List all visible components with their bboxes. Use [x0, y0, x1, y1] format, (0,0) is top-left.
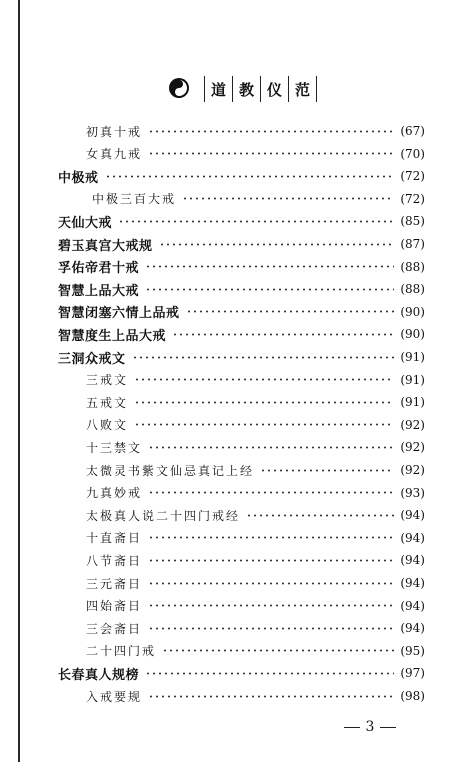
toc-entry-page: (94) — [400, 553, 425, 568]
page-binding-edge — [18, 0, 20, 762]
toc-entry[interactable] — [58, 303, 425, 321]
dot-leader — [148, 152, 394, 155]
toc-entry[interactable] — [58, 348, 425, 366]
toc-entry-page: (91) — [400, 372, 425, 387]
toc-entry-title: 二十四门戒 — [86, 644, 157, 659]
toc-entry-page: (94) — [400, 598, 425, 613]
toc-entry-title: 三会斋日 — [86, 621, 143, 636]
toc-entry-title: 五戒文 — [86, 395, 129, 410]
toc-entry-page: (94) — [400, 621, 425, 636]
toc-entry-title: 碧玉真宫大戒规 — [58, 238, 153, 254]
toc-entry-page: (70) — [400, 146, 425, 161]
toc-entry[interactable] — [86, 461, 425, 479]
toc-entry-title: 中极三百大戒 — [92, 192, 177, 207]
toc-entry[interactable] — [58, 664, 425, 682]
toc-entry-page: (88) — [400, 282, 425, 297]
dot-leader — [182, 197, 394, 200]
toc-entry[interactable] — [58, 212, 425, 230]
toc-entry-title: 十直斋日 — [86, 531, 143, 546]
toc-entry[interactable] — [86, 145, 425, 163]
toc-entry-page: (72) — [400, 191, 425, 206]
toc-entry-page: (94) — [400, 530, 425, 545]
page-footer — [330, 717, 410, 737]
toc-entry[interactable] — [86, 529, 425, 547]
toc-entry-page: (94) — [400, 508, 425, 523]
toc-entry-page: (72) — [400, 169, 425, 184]
toc-entry[interactable] — [58, 280, 425, 298]
toc-entry-title: 智慧上品大戒 — [58, 283, 140, 299]
dot-leader — [148, 446, 394, 449]
dot-leader — [260, 469, 394, 472]
toc-entry-title: 孚佑帝君十戒 — [58, 261, 140, 277]
toc-entry[interactable] — [86, 122, 425, 140]
dot-leader — [148, 627, 394, 630]
toc-entry[interactable] — [92, 190, 425, 208]
toc-entry-title: 入戒要规 — [86, 689, 143, 704]
toc-entry-page: (98) — [400, 689, 425, 703]
toc-entry-page: (91) — [400, 350, 425, 364]
taiji-emblem-icon — [168, 77, 190, 99]
toc-entry-page: (97) — [400, 666, 425, 681]
toc-entry-title: 九真妙戒 — [86, 486, 143, 501]
toc-entry[interactable] — [58, 235, 425, 253]
title-divider — [260, 76, 261, 102]
toc-entry-page: (93) — [400, 485, 425, 500]
title-divider — [204, 76, 205, 102]
toc-entry-title: 女真九戒 — [86, 147, 143, 162]
dot-leader — [148, 491, 394, 494]
dot-leader — [148, 130, 394, 133]
toc-entry[interactable] — [86, 393, 425, 411]
toc-entry[interactable] — [86, 551, 425, 569]
title-char: 教 — [239, 80, 255, 99]
toc-entry[interactable] — [86, 687, 425, 705]
dot-leader — [186, 310, 395, 313]
toc-entry-title: 智慧闭塞六情上品戒 — [58, 306, 180, 322]
toc-entry-title: 三元斋日 — [86, 576, 143, 591]
toc-entry-title: 四始斋日 — [86, 599, 143, 614]
dot-leader — [148, 695, 394, 698]
toc-entry-title: 长春真人规榜 — [58, 667, 140, 683]
toc-entry-title: 太极真人说二十四门戒经 — [86, 508, 241, 523]
toc-entry[interactable] — [86, 642, 425, 660]
title-divider — [288, 76, 289, 102]
toc-entry[interactable] — [86, 371, 425, 389]
toc-entry[interactable] — [86, 506, 425, 524]
dot-leader — [105, 175, 395, 178]
toc-entry-page: (67) — [400, 124, 425, 138]
dot-leader — [162, 649, 394, 652]
footer-dash — [344, 727, 360, 728]
toc-entry-title: 三戒文 — [86, 373, 129, 388]
dot-leader — [148, 582, 394, 585]
dot-leader — [145, 672, 394, 675]
dot-leader — [145, 265, 394, 268]
dot-leader — [148, 536, 394, 539]
title-divider — [232, 76, 233, 102]
title-char: 范 — [295, 80, 311, 99]
toc-entry[interactable] — [86, 438, 425, 456]
title-char: 道 — [211, 80, 227, 99]
running-header — [0, 74, 471, 108]
toc-entry[interactable] — [58, 167, 425, 185]
toc-entry-title: 太微灵书紫文仙忌真记上经 — [86, 463, 255, 478]
toc-entry[interactable] — [86, 484, 425, 502]
toc-entry-page: (85) — [400, 214, 425, 229]
toc-entry-title: 初真十戒 — [86, 124, 143, 139]
title-char: 仪 — [267, 80, 283, 99]
book-title — [198, 74, 323, 104]
toc-entry-page: (92) — [400, 440, 425, 455]
toc-entry[interactable] — [86, 416, 425, 434]
toc-entry-title: 三洞众戒文 — [58, 351, 126, 367]
toc-entry-title: 中极戒 — [58, 170, 99, 186]
dot-leader — [134, 378, 394, 381]
toc-entry[interactable] — [58, 325, 425, 343]
toc-entry[interactable] — [86, 574, 425, 592]
dot-leader — [145, 288, 394, 291]
footer-dash — [380, 727, 396, 728]
toc-entry-title: 智慧度生上品大戒 — [58, 328, 167, 344]
dot-leader — [148, 604, 394, 607]
toc-entry-page: (87) — [400, 237, 425, 251]
dot-leader — [148, 559, 394, 562]
toc-entry-page: (95) — [400, 643, 425, 658]
toc-entry[interactable] — [86, 619, 425, 637]
dot-leader — [118, 220, 394, 223]
toc-entry-title: 天仙大戒 — [58, 215, 113, 231]
dot-leader — [134, 401, 394, 404]
dot-leader — [134, 423, 394, 426]
toc-entry-page: (91) — [400, 395, 425, 410]
toc-entry[interactable] — [86, 597, 425, 615]
toc-entry-page: (94) — [400, 576, 425, 590]
dot-leader — [132, 356, 395, 359]
title-divider — [316, 76, 317, 102]
toc-entry-page: (88) — [400, 259, 425, 274]
toc-entry-page: (92) — [400, 463, 425, 477]
toc-entry-page: (92) — [400, 417, 425, 432]
toc-entry-title: 十三禁文 — [86, 440, 143, 455]
dot-leader — [246, 514, 394, 517]
toc-entry-title: 八节斋日 — [86, 553, 143, 568]
toc-entry-title: 八败文 — [86, 418, 129, 433]
toc-entry[interactable] — [58, 258, 425, 276]
dot-leader — [159, 243, 395, 246]
page-number: 3 — [365, 719, 375, 735]
dot-leader — [172, 333, 394, 336]
toc-entry-page: (90) — [400, 304, 425, 319]
toc-entry-page: (90) — [400, 327, 425, 342]
